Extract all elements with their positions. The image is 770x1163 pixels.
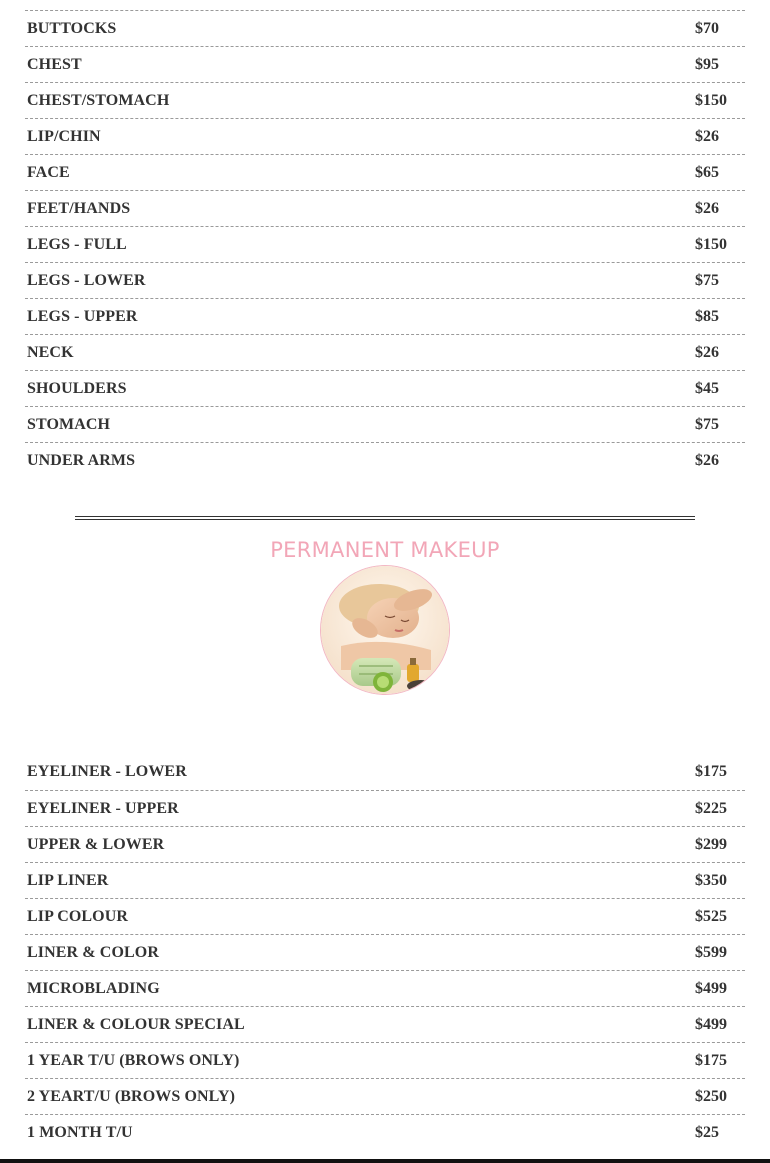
service-price: $26 [695,343,719,361]
permanent-makeup-price-table [25,754,745,1150]
service-price: $26 [695,127,719,145]
table-row [25,1006,745,1042]
service-price: $175 [695,763,727,780]
service-name: 1 YEAR T/U (BROWS ONLY) [27,1051,240,1069]
table-row [25,46,745,82]
service-price: $350 [695,871,727,889]
service-price: $225 [695,799,727,817]
table-row [25,442,745,478]
table-row [25,1042,745,1078]
service-name: STOMACH [27,415,111,433]
service-price: $26 [695,451,719,469]
table-row [25,862,745,898]
table-row [25,226,745,262]
table-row [25,190,745,226]
table-row [25,790,745,826]
table-row [25,826,745,862]
service-price: $70 [695,19,719,37]
service-name: CHEST/STOMACH [27,91,170,109]
spa-facial-massage-image-graphic [321,566,450,695]
service-name: UPPER & LOWER [27,835,165,853]
service-price: $75 [695,271,719,289]
table-row [25,334,745,370]
table-row [25,82,745,118]
footer-bar [0,1159,770,1163]
service-price: $499 [695,1015,727,1033]
service-name: LEGS - LOWER [27,271,146,289]
service-price: $250 [695,1087,727,1105]
service-name: LIP/CHIN [27,127,101,145]
service-price: $150 [695,91,727,109]
service-name: LINER & COLOR [27,943,159,961]
table-row [25,154,745,190]
service-name: 1 MONTH T/U [27,1123,133,1141]
service-name: NECK [27,343,74,361]
service-price: $85 [695,307,719,325]
service-name: UNDER ARMS [27,451,136,469]
section-divider [75,516,695,520]
service-name: LIP LINER [27,871,109,889]
service-name: LIP COLOUR [27,907,129,925]
service-name: MICROBLADING [27,979,160,997]
table-row [25,10,745,46]
table-row [25,1078,745,1114]
service-price: $499 [695,979,727,997]
service-name: CHEST [27,55,82,73]
service-price: $25 [695,1123,719,1141]
service-name: EYELINER - LOWER [27,763,187,780]
service-price: $75 [695,415,719,433]
service-name: LEGS - FULL [27,235,127,253]
service-name: LINER & COLOUR SPECIAL [27,1015,245,1033]
service-price: $599 [695,943,727,961]
service-price: $150 [695,235,727,253]
spa-facial-massage-image [320,565,450,695]
service-price: $45 [695,379,719,397]
service-name: SHOULDERS [27,379,127,397]
service-name: FACE [27,163,70,181]
table-row [25,898,745,934]
section-title: PERMANENT MAKEUP [270,538,500,562]
service-name: 2 YEART/U (BROWS ONLY) [27,1087,236,1105]
service-price: $26 [695,199,719,217]
service-name: EYELINER - UPPER [27,799,179,817]
table-row [25,118,745,154]
service-name: LEGS - UPPER [27,307,138,325]
service-price: $95 [695,55,719,73]
table-row [25,934,745,970]
table-row [25,970,745,1006]
table-row [25,262,745,298]
table-row [25,1114,745,1150]
table-row [25,298,745,334]
service-price: $299 [695,835,727,853]
table-row [25,406,745,442]
waxing-price-table [25,10,745,478]
service-price: $175 [695,1051,727,1069]
table-row [25,754,745,790]
table-row [25,370,745,406]
service-name: FEET/HANDS [27,199,131,217]
service-price: $65 [695,163,719,181]
service-price: $525 [695,907,727,925]
service-name: BUTTOCKS [27,19,117,37]
